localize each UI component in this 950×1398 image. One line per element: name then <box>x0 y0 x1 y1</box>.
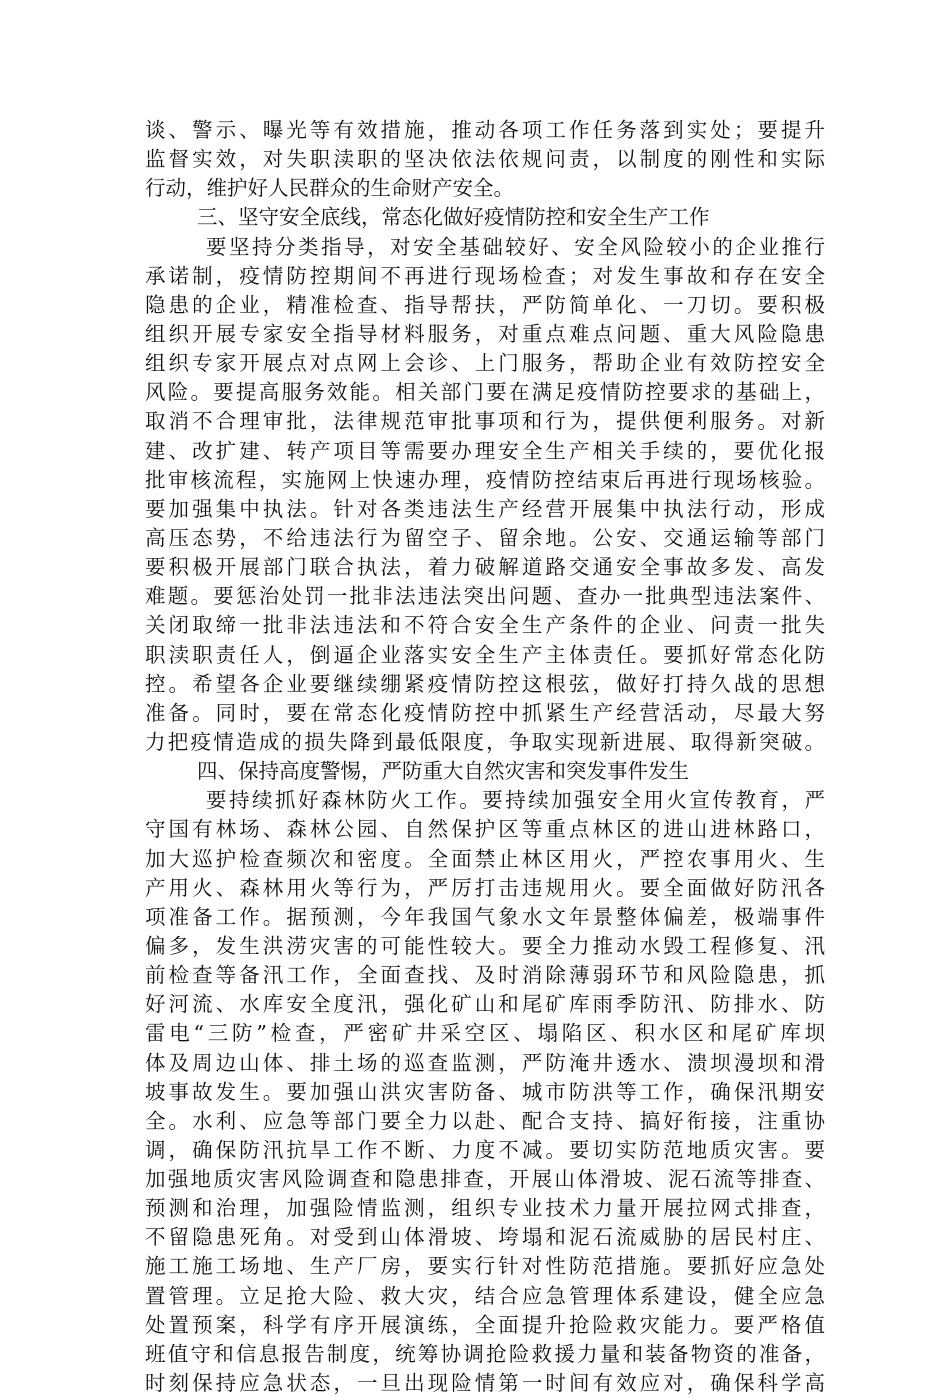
paragraph-line: 偏多，发生洪涝灾害的可能性较大。要全力推动水毁工程修复、汛 <box>145 933 825 958</box>
section-heading: 四、保持高度警惕，严防重大自然灾害和突发事件发生 <box>197 759 689 784</box>
paragraph-line: 好河流、水库安全度汛，强化矿山和尾矿库雨季防汛、防排水、防 <box>145 992 825 1017</box>
paragraph-line: 全。水利、应急等部门要全力以赴、配合支持、搞好衔接，注重协 <box>145 1108 825 1133</box>
paragraph-line: 力把疫情造成的损失降到最低限度，争取实现新进展、取得新突破。 <box>145 729 825 754</box>
paragraph-line: 雷电“三防”检查，严密矿井采空区、塌陷区、积水区和尾矿库坝 <box>145 1021 825 1046</box>
paragraph-line: 体及周边山体、排土场的巡查监测，严防淹井透水、溃坝漫坝和滑 <box>145 1050 825 1075</box>
paragraph-line: 行动，维护好人民群众的生命财产安全。 <box>145 176 514 201</box>
paragraph-line: 建、改扩建、转产项目等需要办理安全生产相关手续的，要优化报 <box>145 438 825 463</box>
paragraph-line: 监督实效，对失职渎职的坚决依法依规问责，以制度的刚性和实际 <box>145 147 825 172</box>
paragraph-line: 处置预案，科学有序开展演练，全面提升抢险救灾能力。要严格值 <box>145 1312 825 1337</box>
paragraph-line: 加强地质灾害风险调查和隐患排查，开展山体滑坡、泥石流等排查、 <box>145 1167 825 1192</box>
paragraph-line: 班值守和信息报告制度，统筹协调抢险救援力量和装备物资的准备， <box>145 1341 825 1366</box>
document-page <box>145 116 825 1398</box>
paragraph-line: 时刻保持应急状态，一旦出现险情第一时间有效应对，确保科学高 <box>145 1371 825 1396</box>
paragraph-line: 调，确保防汛抗旱工作不断、力度不减。要切实防范地质灾害。要 <box>145 1137 825 1162</box>
paragraph-line: 不留隐患死角。对受到山体滑坡、垮塌和泥石流威胁的居民村庄、 <box>145 1225 825 1250</box>
paragraph-line: 加大巡护检查频次和密度。全面禁止林区用火，严控农事用火、生 <box>145 846 825 871</box>
paragraph-line: 预测和治理，加强险情监测，组织专业技术力量开展拉网式排查， <box>145 1196 825 1221</box>
paragraph-line: 难题。要惩治处罚一批非法违法突出问题、查办一批典型违法案件、 <box>145 584 825 609</box>
paragraph-line: 谈、警示、曝光等有效措施，推动各项工作任务落到实处；要提升 <box>145 118 825 142</box>
paragraph-line: 项准备工作。据预测，今年我国气象水文年景整体偏差，极端事件 <box>145 904 825 929</box>
paragraph-line: 风险。要提高服务效能。相关部门要在满足疫情防控要求的基础上， <box>145 380 825 405</box>
paragraph-line: 要持续抓好森林防火工作。要持续加强安全用火宣传教育，严 <box>206 788 825 813</box>
paragraph-line: 高压态势，不给违法行为留空子、留余地。公安、交通运输等部门 <box>145 525 825 550</box>
paragraph-line: 关闭取缔一批非法违法和不符合安全生产条件的企业、问责一批失 <box>145 613 825 638</box>
paragraph-line: 准备。同时，要在常态化疫情防控中抓紧生产经营活动，尽最大努 <box>145 700 825 725</box>
paragraph-line: 承诺制，疫情防控期间不再进行现场检查；对发生事故和存在安全 <box>145 263 825 288</box>
paragraph-line: 要坚持分类指导，对安全基础较好、安全风险较小的企业推行 <box>206 234 825 259</box>
paragraph-line: 组织专家开展点对点网上会诊、上门服务，帮助企业有效防控安全 <box>145 351 825 376</box>
paragraph-line: 守国有林场、森林公园、自然保护区等重点林区的进山进林路口， <box>145 817 825 842</box>
paragraph-line: 施工施工场地、生产厂房，要实行针对性防范措施。要抓好应急处 <box>145 1254 825 1279</box>
section-heading: 三、坚守安全底线，常态化做好疫情防控和安全生产工作 <box>197 205 710 230</box>
paragraph-line: 批审核流程，实施网上快速办理，疫情防控结束后再进行现场核验。 <box>145 467 825 492</box>
paragraph-line: 要积极开展部门联合执法，着力破解道路交通安全事故多发、高发 <box>145 555 825 580</box>
paragraph-line: 控。希望各企业要继续绷紧疫情防控这根弦，做好打持久战的思想 <box>145 671 825 696</box>
paragraph-line: 隐患的企业，精准检查、指导帮扶，严防简单化、一刀切。要积极 <box>145 292 825 317</box>
paragraph-line: 取消不合理审批，法律规范审批事项和行为，提供便利服务。对新 <box>145 409 825 434</box>
paragraph-line: 要加强集中执法。针对各类违法生产经营开展集中执法行动，形成 <box>145 496 825 521</box>
paragraph-line: 组织开展专家安全指导材料服务，对重点难点问题、重大风险隐患 <box>145 321 825 346</box>
paragraph-line: 职渎职责任人，倒逼企业落实安全生产主体责任。要抓好常态化防 <box>145 642 825 667</box>
paragraph-line: 前检查等备汛工作，全面查找、及时消除薄弱环节和风险隐患，抓 <box>145 963 825 988</box>
paragraph-line: 置管理。立足抢大险、救大灾，结合应急管理体系建设，健全应急 <box>145 1283 825 1308</box>
paragraph-line: 产用火、森林用火等行为，严厉打击违规用火。要全面做好防汛各 <box>145 875 825 900</box>
document-body <box>145 116 825 1398</box>
paragraph-line: 坡事故发生。要加强山洪灾害防备、城市防洪等工作，确保汛期安 <box>145 1079 825 1104</box>
